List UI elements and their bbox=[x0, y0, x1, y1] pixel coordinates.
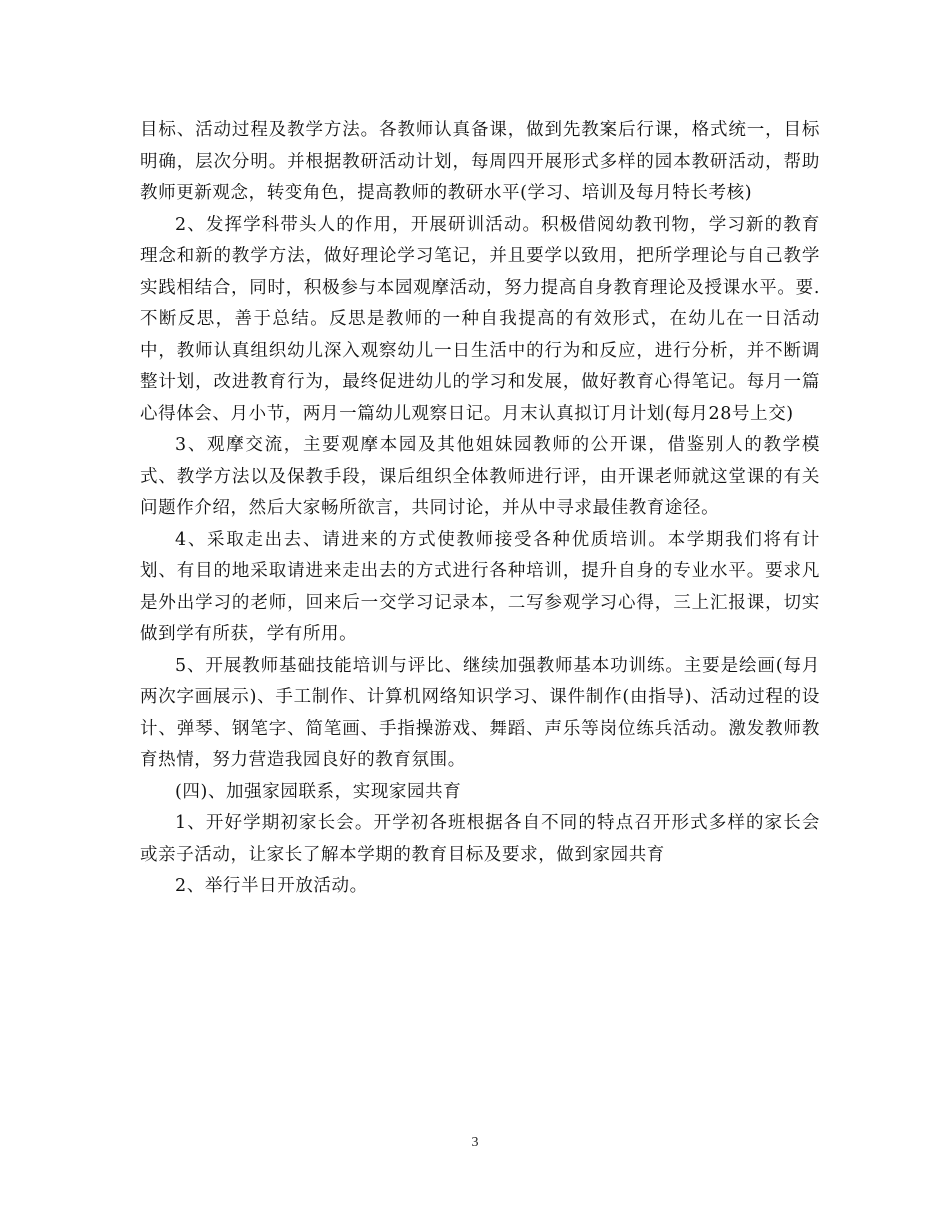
paragraph-7: 2、举行半日开放活动。 bbox=[175, 876, 368, 896]
paragraph-3: 3、观摩交流，主要观摩本园及其他姐妹园教师的公开课，借鉴别人的教学模式、教学方法以及保教手段，课后组织全体教师进行评，由开课老师就这堂课的有关问题作介绍，然后大家畅所欲言，共同讨论，并从中寻求最佳教育途径。 bbox=[140, 435, 820, 518]
page-number: 3 bbox=[471, 1135, 479, 1150]
paragraph-6: 1、开好学期初家长会。开学初各班根据各自不同的特点召开形式多样的家长会或亲子活动，让家长了解本学期的教育目标及要求，做到家园共育 bbox=[140, 813, 820, 865]
section-heading: (四)、加强家园联系，实现家园共育 bbox=[175, 781, 462, 802]
paragraph-4: 4、采取走出去、请进来的方式使教师接受各种优质培训。本学期我们将有计划、有目的地采取请进来走出去的方式进行各种培训，提升自身的专业水平。要求凡是外出学习的老师，回来后一交学习记录本，二写参观学习心得，三上汇报课，切实做到学有所获，学有所用。 bbox=[140, 529, 820, 644]
paragraph-2: 2、发挥学科带头人的作用，开展研训活动。积极借阅幼教刊物，学习新的教育理念和新的教学方法，做好理论学习笔记，并且要学以致用，把所学理论与自己教学实践相结合，同时，积极参与本园观摩活动，努力提高自身教育理论及授课水平。要.不断反思，善于总结。反思是教师的一种自我提高的有效形式，在幼儿在一日活动中，教师认真组织幼儿深入观察幼儿一日生活中的行为和反应，进行分析，并不断调整计划，改进教育行为，最终促进幼儿的学习和发展，做好教育心得笔记。每月一篇心得体会、月小节，两月一篇幼儿观察日记。月末认真拟订月计划(每月28号上交) bbox=[140, 214, 820, 424]
body-text bbox=[140, 115, 820, 903]
paragraph-5: 5、开展教师基础技能培训与评比、继续加强教师基本功训练。主要是绘画(每月两次字画展示)、手工制作、计算机网络知识学习、课件制作(由指导)、活动过程的设计、弹琴、钢笔字、简笔画、手指操游戏、舞蹈、声乐等岗位练兵活动。激发教师教育热情，努力营造我园良好的教育氛围。 bbox=[140, 655, 820, 770]
paragraph-1: 目标、活动过程及教学方法。各教师认真备课，做到先教案后行课，格式统一，目标明确，层次分明。并根据教研活动计划，每周四开展形式多样的园本教研活动，帮助教师更新观念，转变角色，提高教师的教研水平(学习、培训及每月特长考核) bbox=[140, 120, 820, 203]
